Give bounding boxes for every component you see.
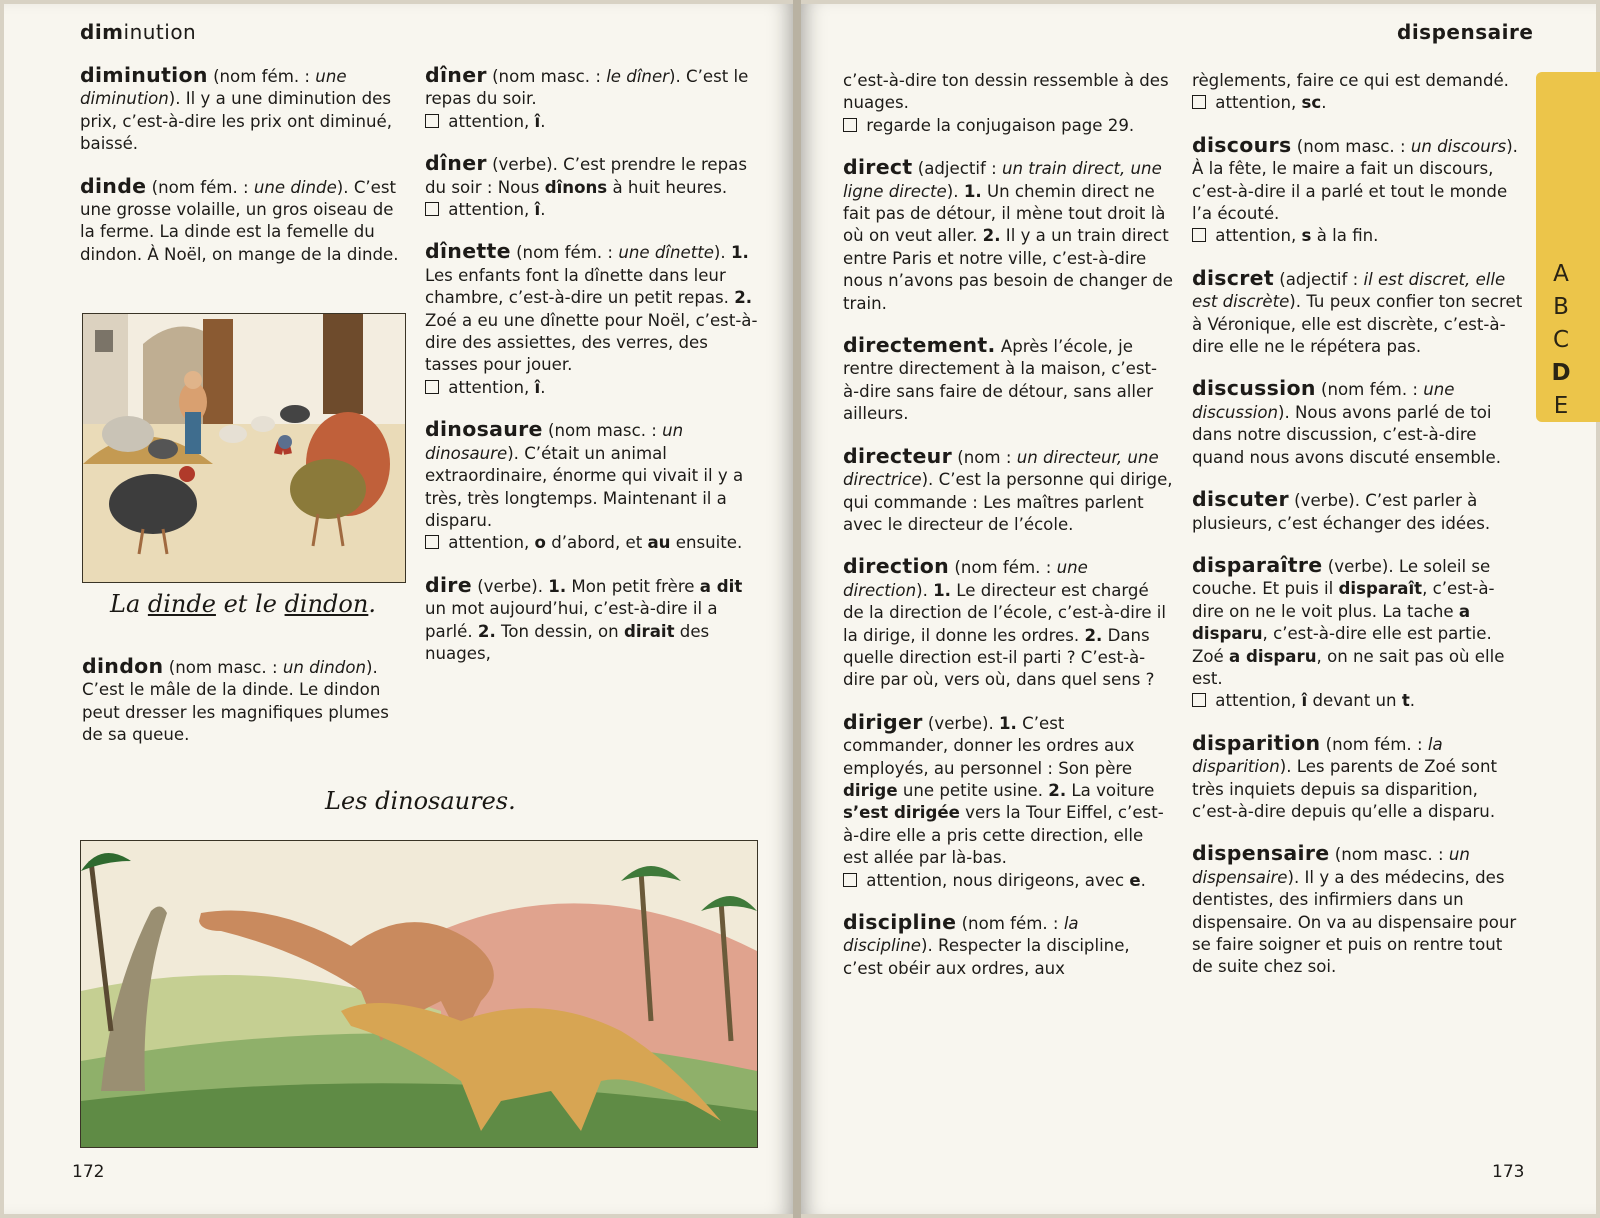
entry-headword: disparaître (1192, 552, 1323, 577)
entry-headword: diriger (843, 709, 923, 734)
entry-definition: (nom masc. : un discours). À la fête, le maire a fait un discours, c’est-à-dire il a parlé et tout le monde l’a écouté. attention, s à la fin. (1192, 136, 1518, 246)
caption-part: dinde (147, 590, 216, 618)
book-gutter (793, 0, 801, 1218)
right-column-2 (1192, 70, 1524, 979)
entry-definition: c’est-à-dire ton dessin ressemble à des nuages. regarde la conjugaison page 29. (843, 71, 1169, 135)
entry-headword: discret (1192, 265, 1274, 290)
entry-definition: (nom : un directeur, une directrice). C’est la personne qui dirige, qui commande : Les maîtres parlent avec le directeur de l’école. (843, 447, 1173, 534)
left-column-2 (425, 64, 763, 665)
entry-definition: (nom fém. : une dînette). 1. Les enfants font la dînette dans leur chambre, c’est-à-dire un petit repas. 2. Zoé a eu une dînette pour Noël, c’est-à-dire des assiettes, des verres, des tasses pour jouer. attention, î. (425, 243, 758, 397)
caption-part: La (110, 590, 148, 618)
caption-part: dindon (284, 590, 369, 618)
left-page-number: 172 (72, 1162, 105, 1182)
right-running-head: dispensaire (1397, 20, 1534, 44)
entry-definition: règlements, faire ce qui est demandé. attention, sc. (1192, 71, 1509, 113)
entry-definition: Après l’école, je rentre directement à la maison, c’est-à-dire sans faire de détour, sans aller ailleurs. (843, 337, 1158, 424)
entry-definition: (nom fém. : une discussion). Nous avons parlé de toi dans notre discussion, c’est-à-dire quand nous avons discuté ensemble. (1192, 380, 1502, 467)
right-column-1 (843, 70, 1173, 980)
dictionary-entry (1192, 554, 1524, 713)
entry-headword: dinde (80, 173, 147, 198)
turkey-scene (83, 314, 405, 582)
entry-headword: direct (843, 155, 913, 180)
entry-headword: directeur (843, 443, 952, 468)
dictionary-entry (425, 418, 763, 554)
entry-definition: (verbe). 1. C’est commander, donner les ordres aux employés, au personnel : Son père dirige une petite usine. 2. La voiture s’est dirigée vers la Tour Eiffel, c’est-à-dire elle a pris cette direction, elle est allée par là-bas. attention, nous dirigeons, avec e. (843, 713, 1164, 890)
dictionary-entry (425, 240, 763, 399)
dictionary-entry (843, 445, 1173, 537)
entry-definition: (nom fém. : une dinde). C’est une grosse volaille, un gros oiseau de la ferme. La dinde est la femelle du dindon. À Noël, on mange de la dinde. (80, 177, 399, 264)
dictionary-entry (1192, 732, 1524, 824)
dictionary-entry (1192, 842, 1524, 978)
letter-index-e[interactable]: E (1553, 393, 1569, 419)
dictionary-entry (1192, 134, 1524, 248)
dinosaur-scene (81, 841, 757, 1147)
entry-headword: discours (1192, 132, 1292, 157)
entry-headword: dîner (425, 151, 487, 176)
entry-headword: diminution (80, 63, 208, 87)
dictionary-entry (80, 175, 402, 267)
caption-part: . (368, 590, 376, 618)
caption-part: et le (215, 590, 285, 618)
letter-index-c[interactable]: C (1552, 327, 1570, 353)
entry-definition: (verbe). 1. Mon petit frère a dit un mot aujourd’hui, c’est-à-dire il a parlé. 2. Ton dessin, on dirait des nuages, (425, 576, 743, 663)
entry-definition: (verbe). C’est prendre le repas du soir : Nous dînons à huit heures. attention, î. (425, 155, 747, 220)
entry-headword: discipline (843, 910, 957, 934)
dictionary-entry (425, 64, 763, 133)
dictionary-entry (843, 711, 1173, 892)
entry-headword: disparition (1192, 730, 1321, 755)
entry-definition: (nom masc. : un dispensaire). Il y a des médecins, des dentistes, des infirmiers dans un dispensaire. On va au dispensaire pour se faire soigner et puis on rentre tout de suite chez soi. (1192, 845, 1517, 977)
turkey-caption (110, 590, 376, 618)
entry-headword: direction (843, 554, 950, 579)
entry-definition: (nom fém. : la disparition). Les parents de Zoé sont très inquiets depuis sa disparition, c’est-à-dire depuis qu’elle a disparu. (1192, 734, 1497, 821)
entry-headword: dire (425, 572, 472, 597)
running-head-bold: dim (80, 20, 124, 44)
entry-definition: (adjectif : il est discret, elle est discrète). Tu peux confier ton secret à Véronique, elle est discrète, c’est-à-dire elle ne le répétera pas. (1192, 269, 1523, 357)
dictionary-entry (1192, 377, 1524, 469)
entry-headword: discussion (1192, 376, 1316, 401)
left-running-head (80, 20, 196, 44)
dinosaurs-illustration (80, 840, 758, 1148)
entry-definition: (nom fém. : une diminution). Il y a une diminution des prix, c’est-à-dire les prix ont diminué, baissé. (80, 67, 393, 154)
entry-headword: dinosaure (425, 417, 543, 442)
left-column-1 (80, 64, 402, 266)
dictionary-entry (843, 911, 1173, 980)
left-column-1-bottom (82, 655, 404, 747)
dinosaurs-caption: Les dinosaures. (325, 787, 516, 815)
dictionary-entry (843, 70, 1173, 137)
letter-index-d[interactable]: D (1551, 360, 1571, 386)
entry-definition: (adjectif : un train direct, une ligne directe). 1. Un chemin direct ne fait pas de détour, il mène tout droit là où on veut aller. 2. Il y a un train direct entre Paris et notre ville, c’est-à-dire nous n’avons pas besoin de changer de train. (843, 159, 1173, 313)
dictionary-entry (1192, 488, 1524, 535)
entry-definition: (nom masc. : un dindon). C’est le mâle de la dinde. Le dindon peut dresser les magnifiques plumes de sa queue. (82, 658, 389, 745)
turkey-illustration (82, 313, 406, 583)
dictionary-entry (80, 64, 402, 156)
letter-index-b[interactable]: B (1553, 294, 1569, 320)
entry-headword: discuter (1192, 487, 1289, 512)
dictionary-entry (425, 152, 763, 221)
entry-headword: dîner (425, 63, 487, 87)
letter-index (1546, 258, 1576, 423)
entry-definition: (nom masc. : un dinosaure). C’était un animal extraordinaire, énorme qui vivait il y a très, très longtemps. Maintenant il a disparu. attention, o d’abord, et au ensuite. (425, 421, 744, 553)
entry-definition: (verbe). C’est parler à plusieurs, c’est échanger des idées. (1192, 491, 1491, 533)
running-head-rest: inution (123, 20, 197, 44)
dictionary-entry (843, 156, 1173, 315)
letter-index-a[interactable]: A (1553, 261, 1569, 287)
dictionary-entry (1192, 70, 1524, 115)
entry-definition: (nom fém. : une direction). 1. Le directeur est chargé de la direction de l’école, c’est-à-dire il la dirige, il donne les ordres. 2. Dans quelle direction est-il parti ? C’est-à-dire par où, vers où, dans quel sens ? (843, 558, 1167, 690)
dictionary-entry (82, 655, 404, 747)
entry-headword: directement. (843, 333, 996, 358)
dictionary-entry (843, 555, 1173, 691)
entry-definition: (verbe). Le soleil se couche. Et puis il disparaît, c’est-à-dire on ne le voit plus. La tache a disparu, c’est-à-dire elle est partie. Zoé a disparu, on ne sait pas où elle est. attention, î devant un t. (1192, 556, 1505, 711)
entry-headword: dispensaire (1192, 841, 1330, 866)
right-page-number: 173 (1492, 1162, 1525, 1182)
entry-definition: (nom masc. : le dîner). C’est le repas du soir. attention, î. (425, 67, 749, 131)
entry-headword: dînette (425, 239, 511, 264)
entry-definition: (nom fém. : la discipline). Respecter la discipline, c’est obéir aux ordres, aux (843, 914, 1130, 978)
entry-headword: dindon (82, 654, 164, 678)
dictionary-entry (425, 574, 763, 666)
dictionary-entry (1192, 267, 1524, 359)
dictionary-entry (843, 334, 1173, 426)
